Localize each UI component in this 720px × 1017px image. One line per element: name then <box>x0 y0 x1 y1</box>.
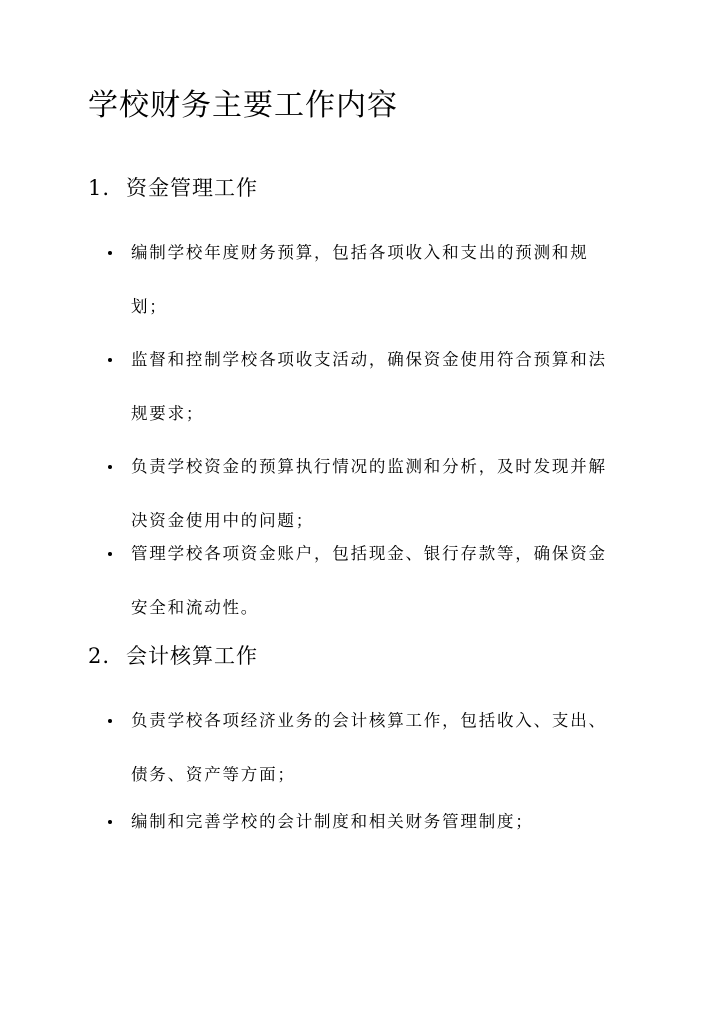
bullet-icon <box>108 719 112 723</box>
list-item <box>108 333 618 441</box>
list-item-text: 编制和完善学校的会计制度和相关财务管理制度； <box>131 812 534 831</box>
bullet-icon <box>108 820 112 824</box>
bullet-icon <box>108 358 112 362</box>
list-item <box>108 226 618 334</box>
section-title: 会计核算工作 <box>126 644 258 668</box>
section-heading-2 <box>88 641 258 671</box>
list-item-text: 负责学校资金的预算执行情况的监测和分析，及时发现并解决资金使用中的问题； <box>131 457 607 530</box>
list-item-text: 监督和控制学校各项收支活动，确保资金使用符合预算和法规要求； <box>131 350 607 423</box>
section-number: 2. <box>88 644 111 668</box>
list-item-text: 管理学校各项资金账户，包括现金、银行存款等，确保资金安全和流动性。 <box>131 544 607 617</box>
bullet-icon <box>108 465 112 469</box>
section-number: 1. <box>88 176 111 200</box>
list-item <box>108 527 618 635</box>
section-title: 资金管理工作 <box>126 176 258 200</box>
list-item-text: 编制学校年度财务预算，包括各项收入和支出的预测和规划； <box>131 243 589 316</box>
list-item-text: 负责学校各项经济业务的会计核算工作，包括收入、支出、债务、资产等方面； <box>131 711 607 784</box>
document-title: 学校财务主要工作内容 <box>88 88 398 123</box>
section-heading-1 <box>88 173 258 203</box>
bullet-icon <box>108 552 112 556</box>
list-item <box>108 795 618 849</box>
list-item <box>108 694 618 802</box>
bullet-icon <box>108 251 112 255</box>
